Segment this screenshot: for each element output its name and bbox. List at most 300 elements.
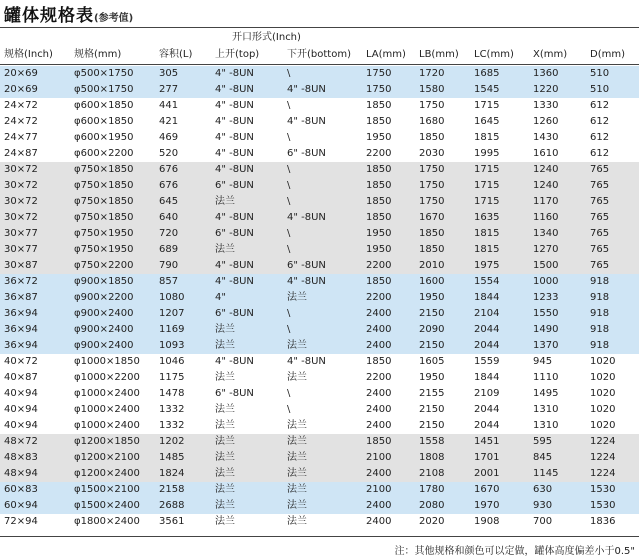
- cell-bottom-opening: \: [287, 132, 291, 143]
- cell-bottom-opening: \: [287, 68, 291, 79]
- cell-volume: 421: [159, 116, 179, 127]
- table-row: [0, 402, 639, 418]
- cell-bottom-opening: 法兰: [287, 452, 307, 463]
- cell-top-opening: 法兰: [215, 436, 235, 447]
- cell-bottom-opening: 6" -8UN: [287, 148, 326, 159]
- cell-x: 630: [533, 484, 553, 495]
- cell-lc: 2044: [474, 404, 500, 415]
- cell-lb: 1558: [419, 436, 445, 447]
- cell-size-inch: 36×94: [4, 324, 38, 335]
- cell-volume: 1332: [159, 420, 185, 431]
- cell-size-mm: φ600×1850: [74, 100, 134, 111]
- cell-bottom-opening: 4" -8UN: [287, 212, 326, 223]
- cell-size-mm: φ500×1750: [74, 68, 134, 79]
- cell-top-opening: 法兰: [215, 420, 235, 431]
- cell-bottom-opening: 4" -8UN: [287, 84, 326, 95]
- cell-size-inch: 30×77: [4, 228, 38, 239]
- cell-x: 1233: [533, 292, 559, 303]
- table-row: [0, 178, 639, 194]
- table-row: [0, 82, 639, 98]
- cell-la: 2400: [366, 516, 392, 527]
- cell-size-inch: 36×87: [4, 292, 38, 303]
- cell-top-opening: 6" -8UN: [215, 308, 254, 319]
- cell-bottom-opening: \: [287, 388, 291, 399]
- cell-la: 2400: [366, 500, 392, 511]
- cell-size-mm: φ900×2400: [74, 308, 134, 319]
- cell-size-mm: φ900×2400: [74, 340, 134, 351]
- cell-size-inch: 40×94: [4, 404, 38, 415]
- cell-bottom-opening: \: [287, 404, 291, 415]
- cell-d: 1530: [590, 484, 616, 495]
- cell-bottom-opening: \: [287, 324, 291, 335]
- cell-top-opening: 法兰: [215, 324, 235, 335]
- cell-volume: 689: [159, 244, 179, 255]
- cell-lc: 1844: [474, 372, 500, 383]
- table-row: [0, 66, 639, 82]
- table-row: [0, 146, 639, 162]
- cell-d: 1530: [590, 500, 616, 511]
- cell-size-mm: φ900×1850: [74, 276, 134, 287]
- cell-size-mm: φ1500×2400: [74, 500, 140, 511]
- cell-top-opening: 4" -8UN: [215, 276, 254, 287]
- cell-lc: 1844: [474, 292, 500, 303]
- cell-size-inch: 30×87: [4, 260, 38, 271]
- cell-x: 1240: [533, 180, 559, 191]
- table-row: [0, 514, 639, 530]
- cell-size-mm: φ1000×2200: [74, 372, 140, 383]
- table-row: [0, 162, 639, 178]
- cell-size-inch: 72×94: [4, 516, 38, 527]
- cell-lc: 1715: [474, 180, 500, 191]
- cell-la: 1850: [366, 276, 392, 287]
- cell-top-opening: 法兰: [215, 500, 235, 511]
- cell-size-mm: φ1000×2400: [74, 420, 140, 431]
- cell-la: 1750: [366, 68, 392, 79]
- cell-la: 1850: [366, 100, 392, 111]
- cell-x: 1370: [533, 340, 559, 351]
- group-header-opening: 开口形式(Inch): [232, 32, 301, 43]
- cell-size-inch: 20×69: [4, 68, 38, 79]
- top-rule: [0, 27, 639, 28]
- table-row: [0, 482, 639, 498]
- cell-bottom-opening: 法兰: [287, 420, 307, 431]
- cell-bottom-opening: 法兰: [287, 340, 307, 351]
- cell-d: 918: [590, 276, 610, 287]
- cell-lc: 1715: [474, 164, 500, 175]
- cell-volume: 2158: [159, 484, 185, 495]
- cell-size-mm: φ900×2400: [74, 324, 134, 335]
- cell-x: 1490: [533, 324, 559, 335]
- cell-x: 595: [533, 436, 553, 447]
- cell-x: 1170: [533, 196, 559, 207]
- cell-la: 1850: [366, 436, 392, 447]
- table-row: [0, 418, 639, 434]
- cell-lc: 1815: [474, 132, 500, 143]
- cell-lb: 2030: [419, 148, 445, 159]
- cell-volume: 1080: [159, 292, 185, 303]
- cell-bottom-opening: 4" -8UN: [287, 356, 326, 367]
- cell-top-opening: 4" -8UN: [215, 260, 254, 271]
- cell-top-opening: 4" -8UN: [215, 164, 254, 175]
- cell-top-opening: 6" -8UN: [215, 388, 254, 399]
- cell-volume: 305: [159, 68, 179, 79]
- cell-la: 2400: [366, 324, 392, 335]
- cell-lc: 1635: [474, 212, 500, 223]
- cell-la: 1950: [366, 244, 392, 255]
- table-row: [0, 354, 639, 370]
- table-row: [0, 226, 639, 242]
- cell-top-opening: 4" -8UN: [215, 68, 254, 79]
- cell-lc: 1670: [474, 484, 500, 495]
- cell-lb: 1680: [419, 116, 445, 127]
- cell-lc: 1995: [474, 148, 500, 159]
- cell-size-inch: 48×94: [4, 468, 38, 479]
- cell-la: 2200: [366, 148, 392, 159]
- cell-size-inch: 30×72: [4, 180, 38, 191]
- cell-size-mm: φ750×1850: [74, 180, 134, 191]
- cell-bottom-opening: \: [287, 164, 291, 175]
- cell-d: 1224: [590, 452, 616, 463]
- cell-size-inch: 24×77: [4, 132, 38, 143]
- cell-size-inch: 36×94: [4, 340, 38, 351]
- cell-la: 2400: [366, 468, 392, 479]
- cell-bottom-opening: 法兰: [287, 436, 307, 447]
- cell-d: 510: [590, 68, 610, 79]
- cell-lb: 2150: [419, 308, 445, 319]
- cell-la: 1750: [366, 84, 392, 95]
- cell-volume: 3561: [159, 516, 185, 527]
- cell-lc: 2109: [474, 388, 500, 399]
- cell-d: 1020: [590, 372, 616, 383]
- cell-lc: 2044: [474, 340, 500, 351]
- cell-top-opening: 4" -8UN: [215, 84, 254, 95]
- cell-d: 765: [590, 180, 610, 191]
- cell-lc: 1545: [474, 84, 500, 95]
- cell-size-inch: 36×94: [4, 308, 38, 319]
- cell-la: 2400: [366, 388, 392, 399]
- table-row: [0, 338, 639, 354]
- cell-d: 1020: [590, 388, 616, 399]
- cell-lc: 2044: [474, 324, 500, 335]
- cell-bottom-opening: \: [287, 180, 291, 191]
- cell-x: 1550: [533, 308, 559, 319]
- cell-top-opening: 4" -8UN: [215, 148, 254, 159]
- cell-lb: 1605: [419, 356, 445, 367]
- col-header-x: X(mm): [533, 49, 568, 60]
- cell-la: 2400: [366, 404, 392, 415]
- cell-volume: 1093: [159, 340, 185, 351]
- cell-d: 765: [590, 228, 610, 239]
- cell-lb: 2090: [419, 324, 445, 335]
- cell-bottom-opening: 6" -8UN: [287, 260, 326, 271]
- subtitle-text: (参考值): [94, 13, 134, 24]
- cell-lc: 2001: [474, 468, 500, 479]
- cell-lb: 1950: [419, 292, 445, 303]
- cell-size-mm: φ1500×2100: [74, 484, 140, 495]
- table-row: [0, 290, 639, 306]
- cell-lb: 1670: [419, 212, 445, 223]
- cell-volume: 1202: [159, 436, 185, 447]
- cell-lb: 2010: [419, 260, 445, 271]
- cell-lc: 1451: [474, 436, 500, 447]
- table-row: [0, 98, 639, 114]
- cell-top-opening: 4" -8UN: [215, 100, 254, 111]
- table-row: [0, 210, 639, 226]
- cell-d: 765: [590, 212, 610, 223]
- cell-volume: 1046: [159, 356, 185, 367]
- page-title: [4, 1, 133, 25]
- cell-x: 1110: [533, 372, 559, 383]
- cell-lb: 1808: [419, 452, 445, 463]
- cell-d: 1020: [590, 420, 616, 431]
- cell-bottom-opening: 法兰: [287, 516, 307, 527]
- cell-size-inch: 24×72: [4, 100, 38, 111]
- cell-lb: 1780: [419, 484, 445, 495]
- cell-lb: 1580: [419, 84, 445, 95]
- cell-d: 918: [590, 324, 610, 335]
- cell-top-opening: 4" -8UN: [215, 132, 254, 143]
- cell-d: 1224: [590, 436, 616, 447]
- cell-size-mm: φ600×2200: [74, 148, 134, 159]
- cell-d: 918: [590, 292, 610, 303]
- cell-d: 1836: [590, 516, 616, 527]
- cell-lb: 2150: [419, 404, 445, 415]
- cell-d: 918: [590, 308, 610, 319]
- cell-top-opening: 6" -8UN: [215, 228, 254, 239]
- cell-size-inch: 30×72: [4, 212, 38, 223]
- cell-d: 612: [590, 100, 610, 111]
- cell-top-opening: 法兰: [215, 340, 235, 351]
- cell-size-mm: φ1200×1850: [74, 436, 140, 447]
- cell-lb: 1750: [419, 180, 445, 191]
- cell-x: 1270: [533, 244, 559, 255]
- cell-lc: 1970: [474, 500, 500, 511]
- cell-lc: 1975: [474, 260, 500, 271]
- cell-d: 1224: [590, 468, 616, 479]
- col-header-d: D(mm): [590, 49, 625, 60]
- cell-la: 2400: [366, 308, 392, 319]
- cell-volume: 2688: [159, 500, 185, 511]
- cell-x: 1495: [533, 388, 559, 399]
- table-row: [0, 306, 639, 322]
- cell-d: 510: [590, 84, 610, 95]
- cell-size-inch: 30×77: [4, 244, 38, 255]
- spec-table-body: [0, 66, 639, 530]
- bottom-rule: [0, 536, 639, 537]
- cell-la: 2100: [366, 484, 392, 495]
- table-row: [0, 370, 639, 386]
- cell-volume: 277: [159, 84, 179, 95]
- cell-top-opening: 4": [215, 292, 226, 303]
- cell-top-opening: 4" -8UN: [215, 356, 254, 367]
- cell-size-mm: φ1000×2400: [74, 388, 140, 399]
- footnote: 注：其他规格和颜色可以定做，罐体高度偏差小于0.5": [394, 546, 635, 557]
- cell-size-mm: φ1000×1850: [74, 356, 140, 367]
- cell-bottom-opening: \: [287, 100, 291, 111]
- cell-size-inch: 36×72: [4, 276, 38, 287]
- cell-top-opening: 4" -8UN: [215, 116, 254, 127]
- cell-lc: 1908: [474, 516, 500, 527]
- cell-bottom-opening: \: [287, 228, 291, 239]
- cell-volume: 520: [159, 148, 179, 159]
- cell-size-inch: 30×72: [4, 164, 38, 175]
- cell-size-mm: φ750×1850: [74, 164, 134, 175]
- cell-la: 1850: [366, 196, 392, 207]
- cell-d: 612: [590, 148, 610, 159]
- cell-top-opening: 法兰: [215, 468, 235, 479]
- cell-lc: 1715: [474, 196, 500, 207]
- cell-size-inch: 24×87: [4, 148, 38, 159]
- cell-lb: 2080: [419, 500, 445, 511]
- cell-la: 1850: [366, 212, 392, 223]
- cell-volume: 676: [159, 180, 179, 191]
- cell-bottom-opening: 法兰: [287, 292, 307, 303]
- cell-volume: 1485: [159, 452, 185, 463]
- cell-size-mm: φ750×1850: [74, 212, 134, 223]
- cell-bottom-opening: 4" -8UN: [287, 116, 326, 127]
- header-rule: [0, 64, 639, 65]
- cell-lc: 1715: [474, 100, 500, 111]
- cell-lc: 1701: [474, 452, 500, 463]
- cell-la: 1850: [366, 116, 392, 127]
- cell-bottom-opening: \: [287, 308, 291, 319]
- cell-size-inch: 40×94: [4, 388, 38, 399]
- cell-lb: 2155: [419, 388, 445, 399]
- cell-volume: 640: [159, 212, 179, 223]
- cell-x: 845: [533, 452, 553, 463]
- cell-x: 1160: [533, 212, 559, 223]
- cell-volume: 857: [159, 276, 179, 287]
- cell-la: 2400: [366, 340, 392, 351]
- cell-x: 1310: [533, 404, 559, 415]
- cell-x: 1260: [533, 116, 559, 127]
- cell-size-mm: φ600×1850: [74, 116, 134, 127]
- cell-volume: 441: [159, 100, 179, 111]
- cell-size-mm: φ600×1950: [74, 132, 134, 143]
- cell-size-inch: 24×72: [4, 116, 38, 127]
- cell-top-opening: 4" -8UN: [215, 212, 254, 223]
- cell-bottom-opening: 4" -8UN: [287, 276, 326, 287]
- col-header-lc: LC(mm): [474, 49, 514, 60]
- cell-top-opening: 法兰: [215, 516, 235, 527]
- cell-lb: 1750: [419, 100, 445, 111]
- cell-volume: 645: [159, 196, 179, 207]
- cell-lb: 2150: [419, 420, 445, 431]
- table-row: [0, 194, 639, 210]
- col-header-bottom-opening: 下开(bottom): [287, 49, 351, 60]
- cell-x: 1340: [533, 228, 559, 239]
- cell-top-opening: 法兰: [215, 452, 235, 463]
- title-text: 罐体规格表: [4, 6, 94, 26]
- cell-lb: 1750: [419, 196, 445, 207]
- cell-volume: 720: [159, 228, 179, 239]
- cell-size-mm: φ1200×2400: [74, 468, 140, 479]
- cell-d: 765: [590, 260, 610, 271]
- cell-x: 1240: [533, 164, 559, 175]
- cell-x: 1145: [533, 468, 559, 479]
- cell-top-opening: 法兰: [215, 484, 235, 495]
- col-header-top-opening: 上开(top): [215, 49, 260, 60]
- cell-x: 1220: [533, 84, 559, 95]
- cell-x: 700: [533, 516, 553, 527]
- cell-size-mm: φ1200×2100: [74, 452, 140, 463]
- cell-lb: 1850: [419, 132, 445, 143]
- cell-x: 1000: [533, 276, 559, 287]
- cell-lc: 1559: [474, 356, 500, 367]
- cell-size-inch: 40×87: [4, 372, 38, 383]
- cell-la: 1850: [366, 356, 392, 367]
- cell-lb: 1850: [419, 244, 445, 255]
- cell-bottom-opening: 法兰: [287, 500, 307, 511]
- cell-x: 930: [533, 500, 553, 511]
- cell-lb: 2150: [419, 340, 445, 351]
- table-row: [0, 242, 639, 258]
- cell-la: 2200: [366, 260, 392, 271]
- cell-la: 1950: [366, 132, 392, 143]
- cell-d: 765: [590, 196, 610, 207]
- cell-d: 612: [590, 116, 610, 127]
- cell-lc: 1554: [474, 276, 500, 287]
- cell-top-opening: 法兰: [215, 404, 235, 415]
- cell-size-mm: φ750×1850: [74, 196, 134, 207]
- cell-x: 1310: [533, 420, 559, 431]
- col-header-size-mm: 规格(mm): [74, 49, 122, 60]
- cell-size-mm: φ900×2200: [74, 292, 134, 303]
- cell-size-inch: 30×72: [4, 196, 38, 207]
- cell-lc: 1645: [474, 116, 500, 127]
- cell-volume: 1824: [159, 468, 185, 479]
- cell-lb: 1950: [419, 372, 445, 383]
- cell-la: 2200: [366, 292, 392, 303]
- cell-bottom-opening: \: [287, 244, 291, 255]
- cell-d: 918: [590, 340, 610, 351]
- cell-lc: 1815: [474, 244, 500, 255]
- cell-top-opening: 6" -8UN: [215, 180, 254, 191]
- cell-x: 1360: [533, 68, 559, 79]
- table-row: [0, 130, 639, 146]
- table-row: [0, 322, 639, 338]
- cell-size-inch: 60×94: [4, 500, 38, 511]
- cell-d: 765: [590, 164, 610, 175]
- cell-volume: 790: [159, 260, 179, 271]
- cell-la: 2200: [366, 372, 392, 383]
- table-row: [0, 114, 639, 130]
- cell-top-opening: 法兰: [215, 196, 235, 207]
- cell-x: 1430: [533, 132, 559, 143]
- table-row: [0, 386, 639, 402]
- cell-top-opening: 法兰: [215, 372, 235, 383]
- table-row: [0, 434, 639, 450]
- cell-size-mm: φ750×1950: [74, 244, 134, 255]
- cell-lc: 1685: [474, 68, 500, 79]
- cell-la: 1950: [366, 228, 392, 239]
- cell-bottom-opening: 法兰: [287, 468, 307, 479]
- cell-lb: 1850: [419, 228, 445, 239]
- cell-d: 1020: [590, 404, 616, 415]
- cell-d: 765: [590, 244, 610, 255]
- cell-size-mm: φ750×1950: [74, 228, 134, 239]
- cell-volume: 1332: [159, 404, 185, 415]
- cell-size-mm: φ1000×2400: [74, 404, 140, 415]
- table-row: [0, 274, 639, 290]
- col-header-volume: 容积(L): [159, 49, 193, 60]
- cell-la: 1850: [366, 164, 392, 175]
- cell-size-inch: 48×83: [4, 452, 38, 463]
- col-header-lb: LB(mm): [419, 49, 459, 60]
- cell-d: 612: [590, 132, 610, 143]
- cell-volume: 1207: [159, 308, 185, 319]
- cell-lc: 1815: [474, 228, 500, 239]
